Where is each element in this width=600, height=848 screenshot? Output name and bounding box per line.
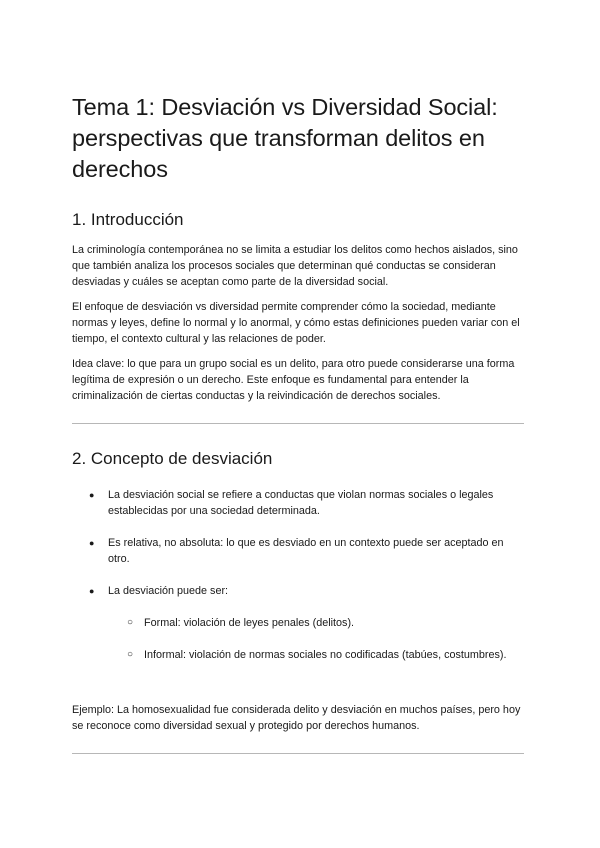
document-page bbox=[72, 92, 528, 754]
bullet-text: Es relativa, no absoluta: lo que es desviado en un contexto puede ser aceptado en otro. bbox=[108, 537, 504, 565]
list-item bbox=[72, 487, 528, 519]
intro-paragraph-3: Idea clave: lo que para un grupo social es un delito, para otro puede considerarse una forma legítima de expresión o un derecho. Este enfoque es fundamental para entender la criminalización de ciertas conductas y la reivindicación de derechos sociales. bbox=[72, 358, 515, 402]
example-paragraph: Ejemplo: La homosexualidad fue considerada delito y desviación en muchos países, pero hoy se reconoce como diversidad sexual y protegido por derechos humanos. bbox=[72, 704, 521, 732]
document-title: Tema 1: Desviación vs Diversidad Social: perspectivas que transforman delitos en derechos bbox=[72, 94, 498, 182]
list-item bbox=[72, 535, 528, 567]
bullet-dot-icon: ● bbox=[89, 538, 95, 548]
desviacion-bullet-list bbox=[72, 487, 528, 663]
section-divider bbox=[72, 423, 524, 424]
subbullet-text: Informal: violación de normas sociales no codificadas (tabúes, costumbres). bbox=[144, 649, 507, 661]
bullet-dot-icon: ● bbox=[89, 586, 95, 596]
section-heading-concepto-desviacion: 2. Concepto de desviación bbox=[72, 449, 273, 468]
section-heading-introduccion: 1. Introducción bbox=[72, 210, 184, 229]
bullet-circle-icon: ○ bbox=[127, 617, 134, 628]
bullet-circle-icon: ○ bbox=[127, 649, 134, 660]
list-item bbox=[72, 647, 528, 663]
bullet-text: La desviación puede ser: bbox=[108, 585, 229, 597]
section-divider bbox=[72, 753, 524, 754]
intro-paragraph-2: El enfoque de desviación vs diversidad permite comprender cómo la sociedad, mediante normas y leyes, define lo normal y lo anormal, y cómo estas definiciones pueden variar con el tiempo, el contexto cultural y las relaciones de poder. bbox=[72, 301, 520, 345]
subbullet-text: Formal: violación de leyes penales (delitos). bbox=[144, 617, 355, 629]
list-item bbox=[72, 583, 528, 599]
list-item bbox=[72, 615, 528, 631]
bullet-dot-icon: ● bbox=[89, 490, 95, 500]
intro-paragraph-1: La criminología contemporánea no se limita a estudiar los delitos como hechos aislados, sino que también analiza los procesos sociales que determinan qué conductas se consideran desviadas y cuáles se aceptan como parte de la diversidad social. bbox=[72, 244, 518, 288]
bullet-text: La desviación social se refiere a conductas que violan normas sociales o legales establecidas por una sociedad determinada. bbox=[108, 489, 494, 517]
